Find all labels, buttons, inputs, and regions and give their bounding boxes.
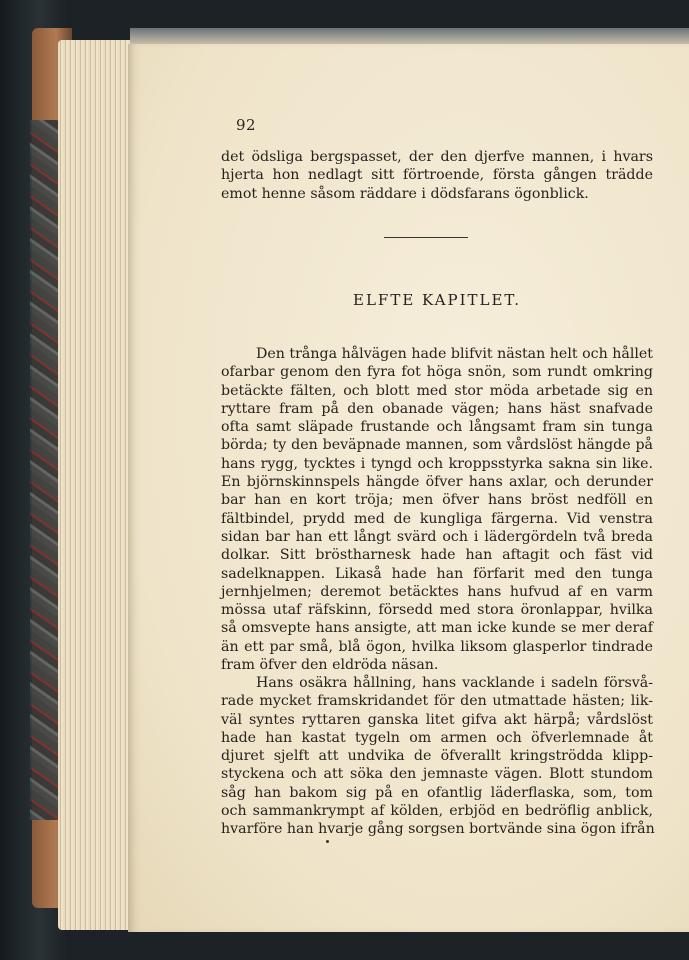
text-line: En björnskinnspels hängde öfver hans axlar, och derunder bbox=[221, 474, 653, 491]
text-line: hans rygg, tycktes i tyngd och kroppsstyrka sakna sin like. bbox=[221, 455, 653, 472]
ink-speck bbox=[326, 840, 329, 843]
text-line: hvarföre han hvarje gång sorgsen bortvände sina ögon ifrån bbox=[221, 821, 655, 838]
text-line: så omsvepte hans ansigte, att man icke kunde se mer deraf bbox=[221, 620, 653, 637]
text-line: sidan bar han ett långt svärd och i lädergördeln två breda bbox=[221, 528, 653, 545]
text-line: hade han kastat tygeln om armen och öfverlemnade åt bbox=[221, 729, 653, 746]
text-line: börda; ty den beväpnade mannen, som vårdslöst hängde på bbox=[221, 437, 653, 454]
text-line: ofarbar genom den fyra fot höga snön, som rundt omkring bbox=[221, 364, 653, 381]
text-line: betäckte fälten, och blott med stor möda arbetade sig en bbox=[221, 382, 653, 399]
text-line: emot henne såsom räddare i dödsfarans ögonblick. bbox=[221, 185, 589, 202]
page-number: 92 bbox=[236, 116, 257, 134]
paragraph-1 bbox=[221, 345, 653, 674]
text-line: Hans osäkra hållning, hans vacklande i sadeln försvå- bbox=[256, 675, 653, 691]
text-line: det ödsliga bergspasset, der den djerfve mannen, i hvars bbox=[221, 149, 653, 165]
text-line: jernhjelmen; deremot betäcktes hans hufvud af en varm bbox=[221, 583, 653, 600]
text-line: dolkar. Sitt bröstharnesk hade han aftagit och fäst vid bbox=[221, 547, 653, 564]
section-divider bbox=[384, 237, 468, 238]
text-line: såg han bakom sig på en ofantlig läderflaska, som, tom bbox=[221, 784, 653, 801]
text-line: mössa utaf räfskinn, försedd med stora öronlappar, hvilka bbox=[221, 602, 653, 619]
book-page bbox=[128, 44, 689, 932]
intro-paragraph bbox=[221, 148, 653, 203]
text-line: än ett par små, blå ögon, hvilka liksom glasperlor tindrade bbox=[221, 638, 653, 655]
paragraph-2 bbox=[221, 674, 653, 839]
chapter-title: ELFTE KAPITLET. bbox=[353, 291, 521, 309]
text-line: ofta samt släpade frustande och långsamt fram sin tunga bbox=[221, 419, 653, 436]
text-line: djuret sjelft att undvika de öfverallt kringströdda klipp- bbox=[221, 748, 653, 765]
text-line: hjerta hon nedlagt sitt förtroende, första gången trädde bbox=[221, 167, 653, 184]
text-line: ryttare fram på den obanade vägen; hans häst snafvade bbox=[221, 400, 653, 417]
text-line: fram öfver den eldröda näsan. bbox=[221, 657, 439, 674]
text-line: fältbindel, prydd med de kungliga färgerna. Vid venstra bbox=[221, 510, 653, 527]
text-line: rade mycket framskridandet för den utmattade hästen; lik- bbox=[221, 693, 653, 710]
text-line: och sammankrympt af kölden, erbjöd en bedröflig anblick, bbox=[221, 803, 653, 820]
text-line: väl syntes ryttaren ganska litet gifva akt härpå; vårdslöst bbox=[221, 711, 653, 728]
text-line: sadelknappen. Likaså hade han förfarit med den tunga bbox=[221, 565, 653, 582]
text-line: styckena och att söka den jemnaste vägen. Blott stundom bbox=[221, 766, 653, 783]
text-line: Den trånga hålvägen hade blifvit nästan helt och hållet bbox=[256, 346, 653, 362]
text-line: bar han en kort tröja; men öfver hans bröst nedföll en bbox=[221, 492, 653, 509]
page-stack-edges bbox=[58, 40, 138, 930]
